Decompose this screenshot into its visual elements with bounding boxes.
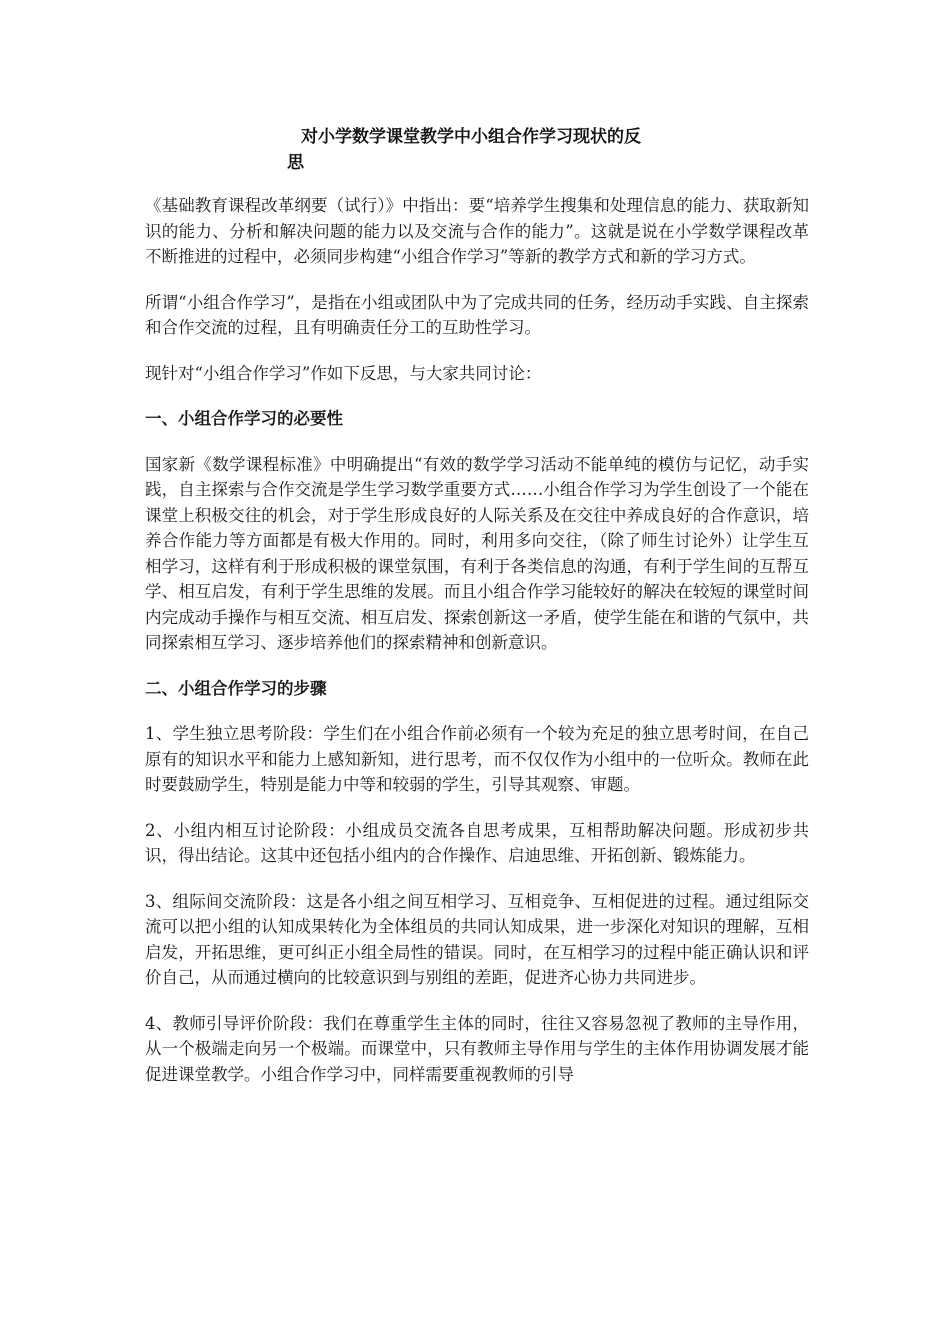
step-3-paragraph: 3、组际间交流阶段：这是各小组之间互相学习、互相竞争、互相促进的过程。通过组际交流可以把小组的认知成果转化为全体组员的共同认知成果，进一步深化对知识的理解，互相启发，开拓思维，更可纠正小组全局性的错误。同时，在互相学习的过程中能正确认识和评价自己，从而通过横向的比较意识到与别组的差距，促进齐心协力共同进步。 xyxy=(145,891,809,987)
document-title xyxy=(287,124,707,176)
necessity-paragraph: 国家新《数学课程标准》中明确提出“有效的数学学习活动不能单纯的模仿与记忆，动手实践，自主探索与合作交流是学生学习数学重要方式……小组合作学习为学生创设了一个能在课堂上积极交往的机会，对于学生形成良好的人际关系及在交往中养成良好的合作意识，培养合作能力等方面都是有极大作用的。同时，利用多向交往，（除了师生讨论外）让学生互相学习，这样有利于形成积极的课堂氛围，有利于各类信息的沟通，有利于学生间的互帮互学、相互启发，有利于学生思维的发展。而且小组合作学习能较好的解决在较短的课堂时间内完成动手操作与相互交流、相互启发、探索创新这一矛盾，使学生能在和谐的气氛中，共同探索相互学习、逐步培养他们的探索精神和创新意识。 xyxy=(145,454,809,652)
section-heading-necessity: 一、小组合作学习的必要性 xyxy=(145,409,343,428)
reflection-intro-paragraph: 现针对“小组合作学习”作如下反思，与大家共同讨论： xyxy=(145,363,542,383)
intro-paragraph: 《基础教育课程改革纲要（试行）》中指出：要“培养学生搜集和处理信息的能力、获取新知识的能力、分析和解决问题的能力以及交流与合作的能力”。这就是说在小学数学课程改革不断推进的过程中，必须同步构建“小组合作学习”等新的教学方式和新的学习方式。 xyxy=(145,196,809,266)
title-line-1: 对小学数学课堂教学中小组合作学习现状的反 xyxy=(301,127,641,147)
section-heading-steps: 二、小组合作学习的步骤 xyxy=(145,678,327,698)
document-body xyxy=(145,193,809,1107)
step-1-paragraph: 1、学生独立思考阶段：学生们在小组合作前必须有一个较为充足的独立思考时间，在自己原有的知识水平和能力上感知新知，进行思考，而不仅仅作为小组中的一位听众。教师在此时要鼓励学生，特别是能力中等和较弱的学生，引导其观察、审题。 xyxy=(145,724,809,794)
definition-paragraph: 所谓“小组合作学习”，是指在小组或团队中为了完成共同的任务，经历动手实践、自主探索和合作交流的过程，且有明确责任分工的互助性学习。 xyxy=(145,292,809,337)
step-2-paragraph: 2、小组内相互讨论阶段：小组成员交流各自思考成果，互相帮助解决问题。形成初步共识，得出结论。这其中还包括小组内的合作操作、启迪思维、开拓创新、锻炼能力。 xyxy=(145,820,809,865)
step-4-paragraph: 4、教师引导评价阶段：我们在尊重学生主体的同时，往往又容易忽视了教师的主导作用，从一个极端走向另一个极端。而课堂中，只有教师主导作用与学生的主体作用协调发展才能促进课堂教学。小组合作学习中，同样需要重视教师的引导 xyxy=(145,1013,809,1084)
title-line-2: 思 xyxy=(287,153,304,173)
